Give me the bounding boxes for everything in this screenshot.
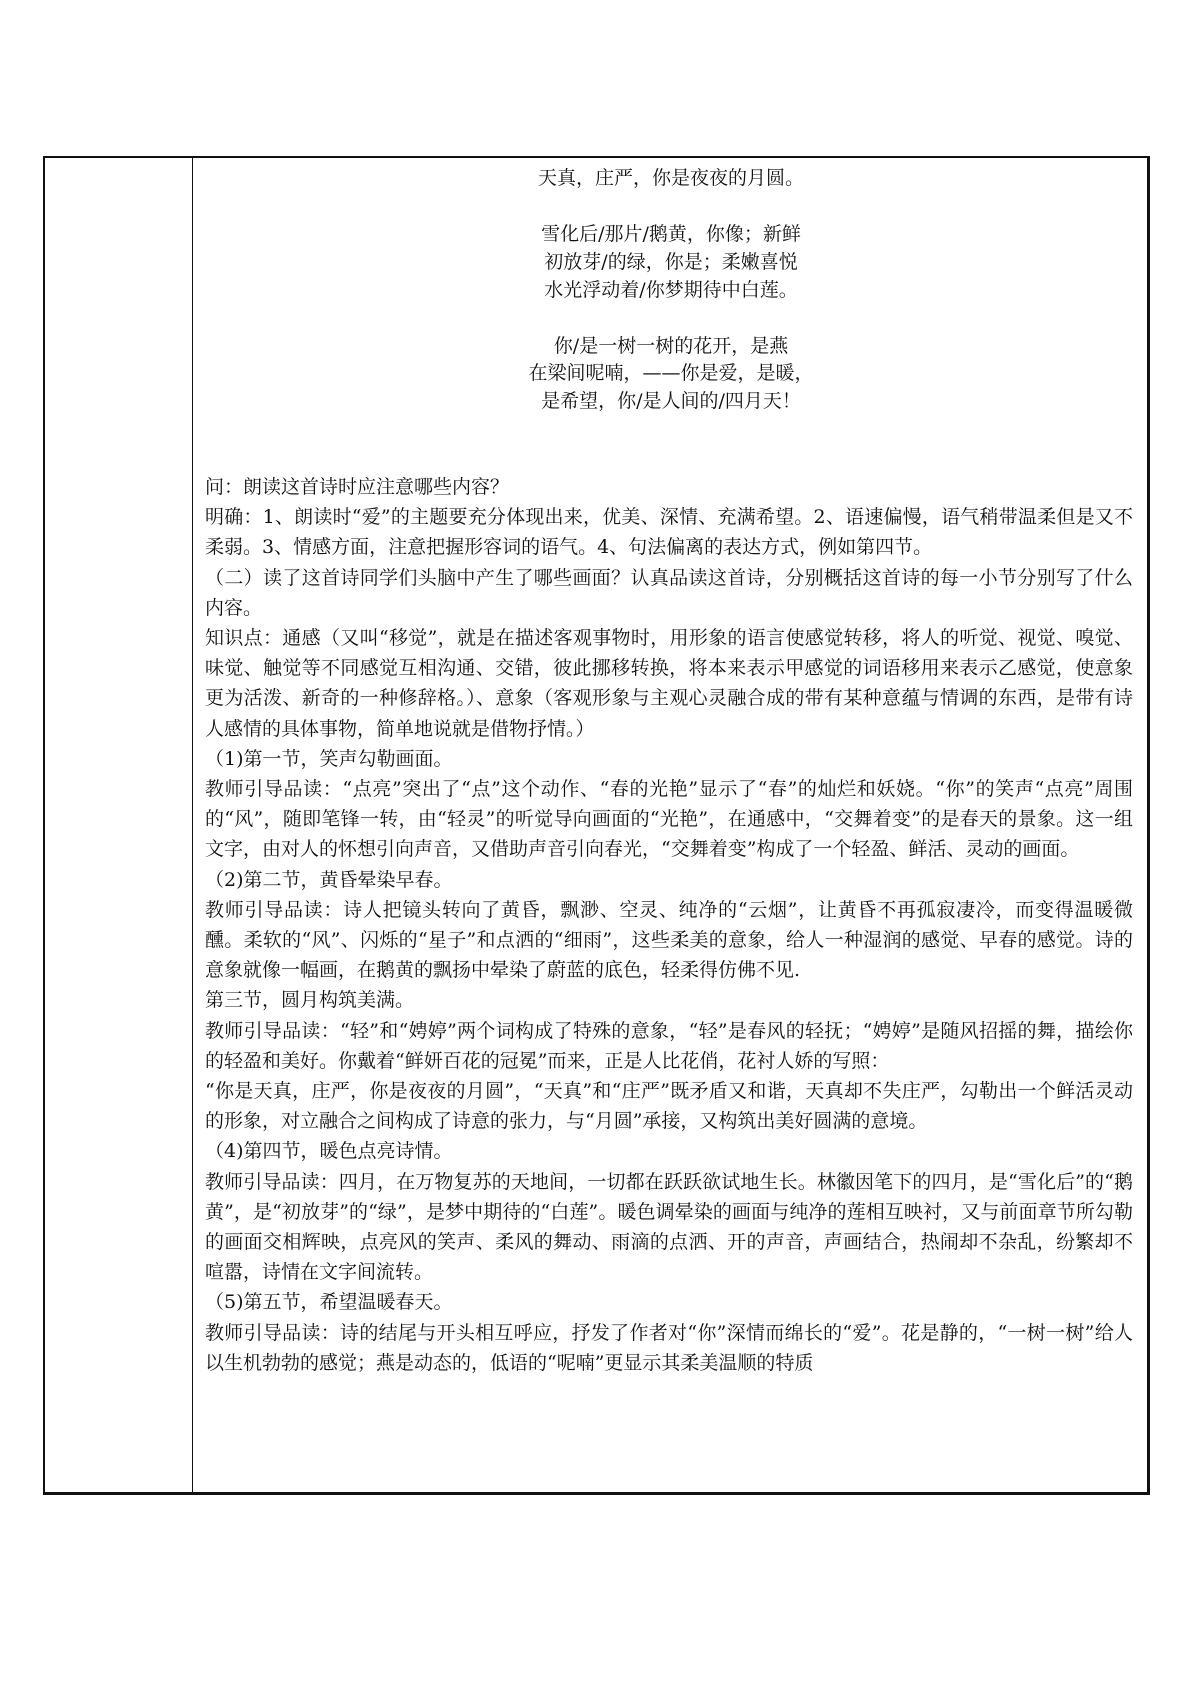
section-heading: （二）读了这首诗同学们头脑中产生了哪些画面？认真品读这首诗，分别概括这首诗的每一小节分别写了什么内容。 bbox=[205, 566, 1133, 619]
stanza-heading: （1)第一节，笑声勾勒画面。 bbox=[205, 747, 453, 770]
guided-reading-paragraph: 教师引导品读：“点亮”突出了“点”这个动作、“春的光艳”显示了“春”的灿烂和妖娆。“你”的笑声“点亮”周围的“风”，随即笔锋一转，由“轻灵”的听觉导向画面的“光艳”，在通感中，“交舞着变”的是春天的景象。这一组文字，由对人的怀想引向声音，又借助声音引向春光，“交舞着变”构成了一个轻盈、鲜活、灵动的画面。 bbox=[205, 778, 1133, 861]
stanza-heading: （5)第五节，希望温暖春天。 bbox=[205, 1291, 453, 1314]
guided-reading-paragraph: 教师引导品读：诗的结尾与开头相互呼应，抒发了作者对“你”深情而绵长的“爱”。花是静的，“一树一树”给人以生机勃勃的感觉；燕是动态的，低语的“呢喃”更显示其柔美温顺的特质 bbox=[205, 1321, 1133, 1374]
poem-line: 水光浮动着/你梦期待中白莲。 bbox=[544, 279, 798, 301]
knowledge-paragraph: 知识点：通感（又叫“移觉”，就是在描述客观事物时，用形象的语言使感觉转移，将人的听觉、视觉、嗅觉、味觉、触觉等不同感觉互相沟通、交错，彼此挪移转换，将本来表示甲感觉的词语移用来表示乙感觉，使意象更为活泼、新奇的一种修辞格。）、意象（客观形象与主观心灵融合成的带有某种意蕴与情调的东西，是带有诗人感情的具体事物，简单地说就是借物抒情。） bbox=[205, 627, 1133, 740]
poem-line: 雪化后/那片/鹅黄，你像；新鲜 bbox=[541, 223, 801, 245]
poem-line: 是希望，你/是人间的/四月天！ bbox=[541, 390, 801, 412]
guided-reading-paragraph: 教师引导品读：四月，在万物复苏的天地间，一切都在跃跃欲试地生长。林徽因笔下的四月，是“雪化后”的“鹅黄”，是“初放芽”的“绿”，是梦中期待的“白莲”。暖色调晕染的画面与纯净的莲相互映衬，又与前面章节所勾勒的画面交相辉映，点亮风的笑声、柔风的舞动、雨滴的点洒、开的声音，声画结合，热闹却不杂乱，纷繁却不喧嚣，诗情在文字间流转。 bbox=[205, 1170, 1133, 1284]
left-column-cell bbox=[45, 158, 193, 1492]
content-table bbox=[43, 156, 1150, 1495]
stanza-heading: （4)第四节，暖色点亮诗情。 bbox=[205, 1140, 453, 1163]
right-column-cell bbox=[195, 158, 1147, 1492]
poem-line: 在梁间呢喃，——你是爱，是暖， bbox=[528, 362, 814, 384]
stanza-heading: 第三节，圆月构筑美满。 bbox=[205, 989, 415, 1012]
lesson-body-text bbox=[205, 472, 1133, 1378]
poem-line: 你/是一树一树的花开，是燕 bbox=[553, 335, 789, 357]
answer-paragraph: 明确：1、朗读时“爱”的主题要充分体现出来，优美、深情、充满希望。2、语速偏慢，语气稍带温柔但是又不柔弱。3、情感方面，注意把握形容词的语气。4、句法偏离的表达方式，例如第四节。 bbox=[205, 506, 1133, 559]
poem-line: 天真，庄严，你是夜夜的月圆。 bbox=[537, 167, 804, 189]
question-paragraph: 问：朗读这首诗时应注意哪些内容？ bbox=[205, 476, 510, 498]
poem-line: 初放芽/的绿，你是；柔嫩喜悦 bbox=[544, 251, 798, 273]
stanza-heading: （2)第二节，黄昏晕染早春。 bbox=[205, 868, 453, 891]
guided-reading-paragraph: 教师引导品读：“轻”和“娉婷”两个词构成了特殊的意象，“轻”是春风的轻抚；“娉婷”是随风招摇的舞，描绘你的轻盈和美好。你戴着“鲜妍百花的冠冕”而来，正是人比花俏，花衬人娇的写照： bbox=[205, 1019, 1133, 1072]
guided-reading-paragraph: 教师引导品读：诗人把镜头转向了黄昏，飘渺、空灵、纯净的“云烟”，让黄昏不再孤寂凄冷，而变得温暖微醺。柔软的“风”、闪烁的“星子”和点洒的“细雨”，这些柔美的意象，给人一种湿润的感觉、早春的感觉。诗的意象就像一幅画，在鹅黄的飘扬中晕染了蔚蓝的底色，轻柔得仿佛不见. bbox=[205, 898, 1133, 982]
quote-paragraph: “你是天真，庄严，你是夜夜的月圆”，“天真”和“庄严”既矛盾又和谐，天真却不失庄严，勾勒出一个鲜活灵动的形象，对立融合之间构成了诗意的张力，与“月圆”承接，又构筑出美好圆满的意境。 bbox=[205, 1080, 1133, 1133]
